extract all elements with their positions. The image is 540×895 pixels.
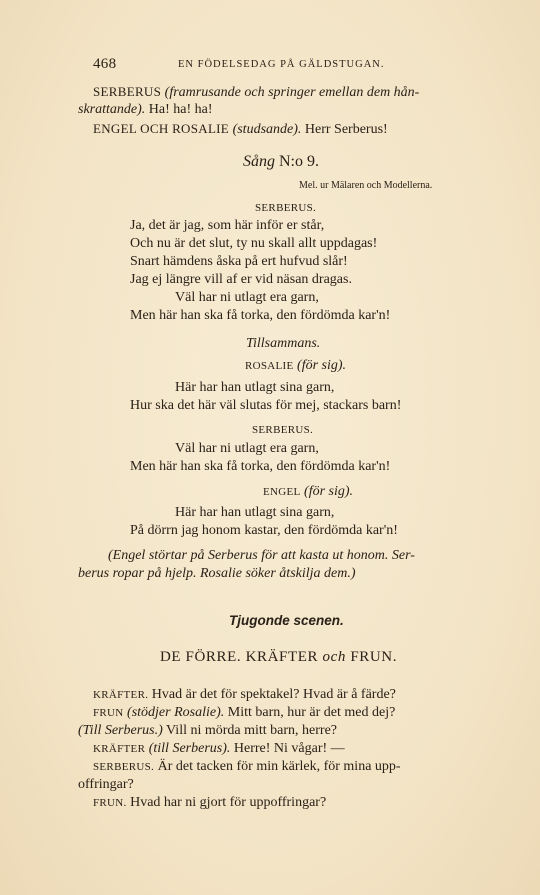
- dialogue-line: offringar?: [78, 777, 134, 792]
- speaker-frun: FRUN: [93, 707, 124, 719]
- verse-line: Men här han ska få torka, den fördömda kar'n!: [130, 459, 391, 474]
- verse-line: Hur ska det här väl slutas för mej, stackars barn!: [130, 398, 402, 413]
- dialogue-line: [93, 741, 345, 757]
- line-3: [93, 121, 388, 138]
- melody-note: Mel. ur Mälaren och Modellerna.: [299, 180, 433, 191]
- speaker-krafter: KRÄFTER: [93, 743, 146, 755]
- cast-list: DE FÖRRE. KRÄFTER: [160, 649, 319, 665]
- dialogue-text: Är det tacken för min kärlek, för mina upp-: [157, 759, 401, 774]
- stage-direction: (studsande).: [232, 122, 302, 137]
- scene-title: Tjugonde scenen.: [229, 613, 344, 628]
- dialogue-line: [93, 759, 401, 775]
- scene-cast: [160, 649, 397, 666]
- speaker-serberus: SERBERUS.: [252, 424, 314, 436]
- speaker-serberus: SERBERUS.: [93, 761, 155, 773]
- stage-direction: (framrusande och springer emellan dem hån-: [164, 85, 420, 100]
- verse-line: På dörrn jag honom kastar, den fördömda kar'n!: [130, 523, 398, 538]
- speaker-engel-rosalie: ENGEL OCH ROSALIE: [93, 121, 230, 136]
- stage-direction: (stödjer Rosalie).: [127, 705, 225, 720]
- verse-line: Väl har ni utlagt era garn,: [175, 441, 319, 456]
- dialogue-text: Mitt barn, hur är det med dej?: [227, 705, 396, 720]
- stage-direction: (för sig).: [297, 358, 347, 373]
- dialogue-text: Herr Serberus!: [304, 122, 388, 137]
- dialogue-line: [93, 795, 326, 811]
- line-1: [93, 84, 419, 101]
- song-heading: [243, 153, 319, 171]
- line-2: [78, 102, 213, 118]
- verse-line: Men här han ska få torka, den fördömda kar'n!: [130, 308, 391, 323]
- stage-direction: (till Serberus).: [148, 741, 231, 756]
- speaker-frun: FRUN.: [93, 797, 127, 809]
- song-label: Sång: [243, 153, 275, 170]
- dialogue-line: [78, 723, 337, 739]
- dialogue-text: Hvad har ni gjort för uppoffringar?: [130, 795, 327, 810]
- together-heading: Tillsammans.: [246, 336, 321, 351]
- verse-line: Jag ej längre vill af er vid näsan dragas.: [130, 272, 352, 287]
- speaker-line: [263, 484, 353, 500]
- stage-direction: (Engel störtar på Serberus för att kasta ut honom. Ser-: [108, 548, 415, 563]
- cast-list: FRUN.: [350, 649, 398, 665]
- dialogue-text: Vill ni mörda mitt barn, herre?: [166, 723, 338, 738]
- speaker-line: [245, 358, 346, 374]
- verse-line: Här har han utlagt sina garn,: [175, 380, 335, 395]
- stage-direction: (för sig).: [304, 484, 354, 499]
- verse-line: Här har han utlagt sina garn,: [175, 505, 335, 520]
- page-number: 468: [93, 56, 117, 72]
- dialogue-text: Ha! ha! ha!: [148, 102, 213, 117]
- speaker-rosalie: ROSALIE: [245, 360, 294, 372]
- verse-line: Och nu är det slut, ty nu skall allt uppdagas!: [130, 236, 378, 251]
- verse-line: Ja, det är jag, som här inför er står,: [130, 218, 325, 233]
- stage-direction: (Till Serberus.): [78, 723, 163, 738]
- dialogue-line: [93, 705, 395, 721]
- speaker-serberus: SERBERUS: [93, 84, 162, 99]
- running-title: EN FÖDELSEDAG PÅ GÄLDSTUGAN.: [178, 59, 385, 70]
- speaker-krafter: KRÄFTER.: [93, 689, 149, 701]
- verse-line: Snart hämdens åska på ert hufvud slår!: [130, 254, 348, 269]
- dialogue-line: [93, 687, 396, 703]
- stage-direction: berus ropar på hjelp. Rosalie söker åtskilja dem.): [78, 566, 356, 581]
- dialogue-text: Herre! Ni vågar! —: [233, 741, 345, 756]
- dialogue-text: Hvad är det för spektakel? Hvad är å färde?: [151, 687, 396, 702]
- verse-line: Väl har ni utlagt era garn,: [175, 290, 319, 305]
- song-number: N:o 9.: [279, 153, 319, 170]
- speaker-engel: ENGEL: [263, 486, 301, 498]
- stage-direction: skrattande).: [78, 102, 146, 117]
- speaker-serberus: SERBERUS.: [255, 202, 317, 214]
- running-header: [93, 56, 403, 73]
- cast-conjunction: och: [322, 649, 346, 665]
